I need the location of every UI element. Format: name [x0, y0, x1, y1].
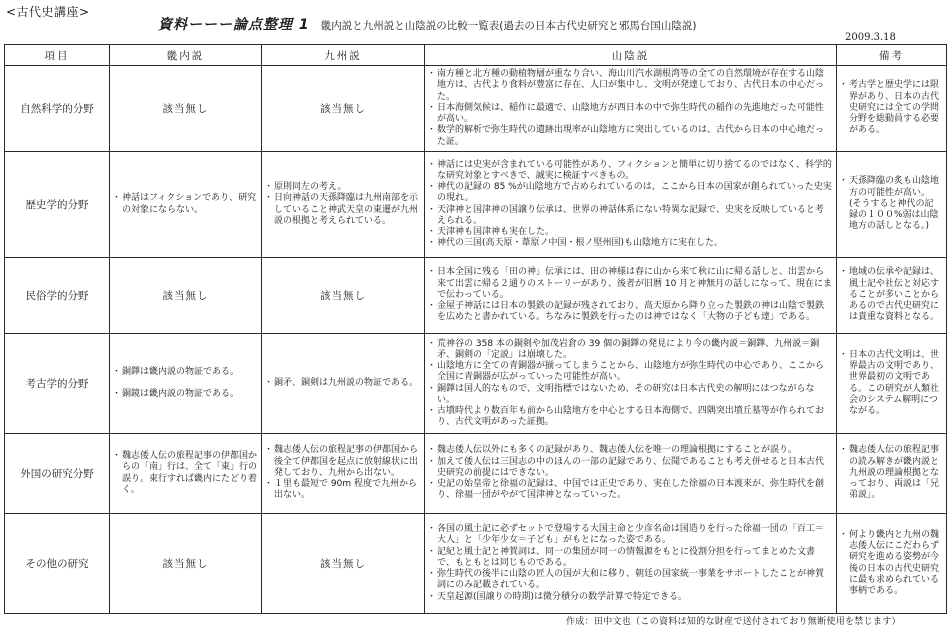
- kinai-cell: 該当無し: [110, 514, 262, 614]
- sanin-point: ・ 神話には史実が含まれている可能性があり、フィクションと簡単に切り捨てるのではなく、科学的な研究対象とすべきで、誠実に検証すべきもの。: [429, 160, 832, 182]
- table-header-row: [5, 45, 947, 66]
- kyushu-cell: [262, 152, 425, 258]
- sanin-point: ・ 古墳時代より数百年も前から山陰地方を中心とする日本海側で、四隅突出墳丘墓等が作られており、古代文明があった証拠。: [429, 406, 832, 428]
- row-category: その他の研究: [5, 514, 110, 614]
- table-body: [5, 66, 947, 614]
- sanin-point: ・ 南方種と北方種の動植物層が重なり合い、海山川汽水湖根湾等の全ての自然環境が存在する山陰地方は、古代より食料が豊富に存在、人口が集中し、文明が発達しており、古代日本の中心だった。: [429, 69, 832, 103]
- document-title: [158, 14, 858, 34]
- kyushu-cell: 該当無し: [262, 514, 425, 614]
- sanin-point: ・ 荒神谷の 358 本の銅剣や加茂岩倉の 39 個の銅鐸の発見により今の畿内説＝銅鐸、九州説＝銅矛、銅剣の「定説」は崩壊した。: [429, 339, 832, 361]
- author-footer: 作成：田中文也（この資料は知的な財産で送付されており無断使用を禁じます）: [566, 617, 901, 627]
- sanin-point: ・ 記紀と風土記と神賀詞は、同一の集団が同一の情報源をもとに役割分担を行ってまとめた文書で、もともとは同じものである。: [429, 547, 832, 569]
- series-tag: <古代史講座>: [6, 5, 90, 19]
- sanin-point: ・ 弥生時代の後半に山陰の匠人の国が大和に移り、朝廷の国家統一事業をサポートしたことが神賀詞にのみ記載されている。: [429, 569, 832, 591]
- note-point: ・ 魏志倭人伝の旅程記事の読み解きが畿内説と九州説の理論根拠となっており、両説は「兄弟説」。: [841, 445, 942, 501]
- row-category: 考古学的分野: [5, 334, 110, 434]
- table-row: [5, 66, 947, 152]
- kinai-cell: [110, 152, 262, 258]
- column-header-sanin: 山陰説: [425, 45, 837, 66]
- kyushu-point: ・ 日向神話の天孫降臨は九州南部を示していること神武天皇の東遷が九州説の根拠と考えられている。: [266, 193, 420, 227]
- notes-cell: [837, 66, 947, 152]
- kyushu-cell: 該当無し: [262, 66, 425, 152]
- kinai-point: ・ 魏志倭人伝の旅程記事の伊都国からの「南」行は、全て「東」行の誤り。東行すれば畿内にたどり着く。: [114, 451, 257, 496]
- table-row: [5, 514, 947, 614]
- document-date: 2009.3.18: [845, 32, 896, 43]
- kinai-cell: [110, 334, 262, 434]
- sanin-point: ・ 天津神も国津神も実在した。: [429, 227, 832, 238]
- sanin-point: ・ 天皇起源(国譲りの時期)は微分積分の数学計算で特定できる。: [429, 592, 832, 603]
- table-row: [5, 434, 947, 514]
- column-header-item: 項目: [5, 45, 110, 66]
- row-category: 民俗学的分野: [5, 258, 110, 334]
- notes-cell: [837, 258, 947, 334]
- note-point: ・ 天孫降臨の炙も山陰地方の可能性が高い。(そうすると神代の記録の１００%弱は山陰地方の話しとなる。): [841, 176, 942, 232]
- kinai-point: ・ 銅鐸は畿内説の物証である。: [114, 367, 257, 378]
- sanin-point: ・ 日本海側気候は、稲作に最適で、山陰地方が西日本の中で弥生時代の稲作の先進地だった可能性が高い。: [429, 103, 832, 125]
- kyushu-point: ・ １里も最短で 90m 程度で九州から出ない。: [266, 479, 420, 501]
- sanin-cell: [425, 514, 837, 614]
- kyushu-point: ・ 銅矛、銅剣は九州説の物証である。: [266, 378, 420, 389]
- row-category: 自然科学的分野: [5, 66, 110, 152]
- table-row: [5, 152, 947, 258]
- row-category: 歴史学的分野: [5, 152, 110, 258]
- column-header-kinai: 畿内説: [110, 45, 262, 66]
- kyushu-cell: [262, 334, 425, 434]
- comparison-table: [4, 44, 947, 614]
- sanin-point: ・ 数学的解析で弥生時代の遺跡出現率が山陰地方に突出しているのは、古代から日本の中心地だった証。: [429, 125, 832, 147]
- kinai-point: ・ 神話はフィクションであり、研究の対象にならない。: [114, 193, 257, 215]
- sanin-point: ・ 加えて倭人伝は三国志の中のほんの一部の記録であり、伝聞であることも考え併せると日本古代史研究の前提にはできない。: [429, 457, 832, 479]
- sanin-point: ・ 山陰地方に全ての青銅器が揃ってしまうことから、山陰地方が弥生時代の中心であり、ここから全国に青銅器が広がっていった可能性が高い。: [429, 361, 832, 383]
- notes-cell: [837, 434, 947, 514]
- sanin-cell: [425, 258, 837, 334]
- kyushu-cell: [262, 434, 425, 514]
- sanin-point: ・ 史記の始皇帝と徐福の記録は、中国では正史であり、実在した徐福の日本渡来が、弥生時代を創り、徐福一団がやがて国津神となっていった。: [429, 479, 832, 501]
- table-row: [5, 334, 947, 434]
- notes-cell: [837, 514, 947, 614]
- kinai-cell: 該当無し: [110, 66, 262, 152]
- sanin-point: ・ 各国の風土記に必ずセットで登場する大国主命と少彦名命は国造りを行った徐福一団の「百工＝大人」と「少年少女＝子ども」がもとになった姿である。: [429, 524, 832, 546]
- sanin-cell: [425, 66, 837, 152]
- title-main: 資料ーーー論点整理 1: [158, 17, 310, 33]
- sanin-point: ・ 神代の記録の 85 %が山陰地方で占められているのは、ここから日本の国家が創られていった史実の現れ。: [429, 182, 832, 204]
- kinai-cell: [110, 434, 262, 514]
- note-point: ・ 何より畿内と九州の魏志倭人伝にこだわらず研究を進める姿勢が今後の日本の古代史研究に最も求められている事柄である。: [841, 530, 942, 597]
- sanin-point: ・ 日本全国に残る「田の神」伝承には、田の神様は春に山から来て秋に山に帰る話しと、出雲から来て出雲に帰る２通りのストーリーがあり、後者が旧暦 10 月と神無月の話しになって、現在にまで伝わっている。: [429, 267, 832, 301]
- sanin-point: ・ 銅鐸は国人的なもので、文明指標ではないため、その研究は日本古代史の解明にはつながらない。: [429, 384, 832, 406]
- sanin-cell: [425, 334, 837, 434]
- title-subtitle: 畿内説と九州説と山陰説の比較一覧表(過去の日本古代史研究と邪馬台国山陰説): [320, 20, 697, 32]
- sanin-point: ・ 天津神と国津神の国譲り伝承は、世界の神話体系にない特異な記録で、史実を反映していると考えられる。: [429, 205, 832, 227]
- sanin-point: ・ 神代の三国(高天原・葦原ノ中国・根ノ堅州国)も山陰地方に実在した。: [429, 238, 832, 249]
- column-header-kyushu: 九州説: [262, 45, 425, 66]
- kyushu-point: ・ 魏志倭人伝の旅程記事の伊都国から後全て伊都国を起点に放射線状に出発しており、九州から出ない。: [266, 445, 420, 479]
- notes-cell: [837, 152, 947, 258]
- note-point: ・ 考古学と歴史学には限界があり、日本の古代史研究には全ての学問分野を総動員する必要がある。: [841, 80, 942, 136]
- note-point: ・ 日本の古代文明は、世界最古の文明であり、世界最初の文明である。この研究が人類社会のシステム解明につながる。: [841, 350, 942, 417]
- kyushu-cell: 該当無し: [262, 258, 425, 334]
- kinai-point: ・ 銅鏡は畿内説の物証である。: [114, 389, 257, 400]
- kyushu-point: ・ 原則同左の考え。: [266, 182, 420, 193]
- notes-cell: [837, 334, 947, 434]
- note-point: ・ 地域の伝承や記録は、風土記や社伝と対応することが多いことからあるので古代史研究には貴重な資料となる。: [841, 267, 942, 323]
- sanin-cell: [425, 152, 837, 258]
- table-row: [5, 258, 947, 334]
- sanin-cell: [425, 434, 837, 514]
- sanin-point: ・ 魏志倭人伝以外にも多くの記録があり、魏志倭人伝を唯一の理論根拠にすることが誤り。: [429, 445, 832, 456]
- column-header-notes: 備考: [837, 45, 947, 66]
- kinai-cell: 該当無し: [110, 258, 262, 334]
- row-category: 外国の研究分野: [5, 434, 110, 514]
- sanin-point: ・ 金屋子神話には日本の製鉄の記録が残されており、高天原から降り立った製鉄の神は山陰で製鉄を広めたと書かれている。ちなみに製鉄を行ったのは神ではなく「大物の子ども達」である。: [429, 301, 832, 323]
